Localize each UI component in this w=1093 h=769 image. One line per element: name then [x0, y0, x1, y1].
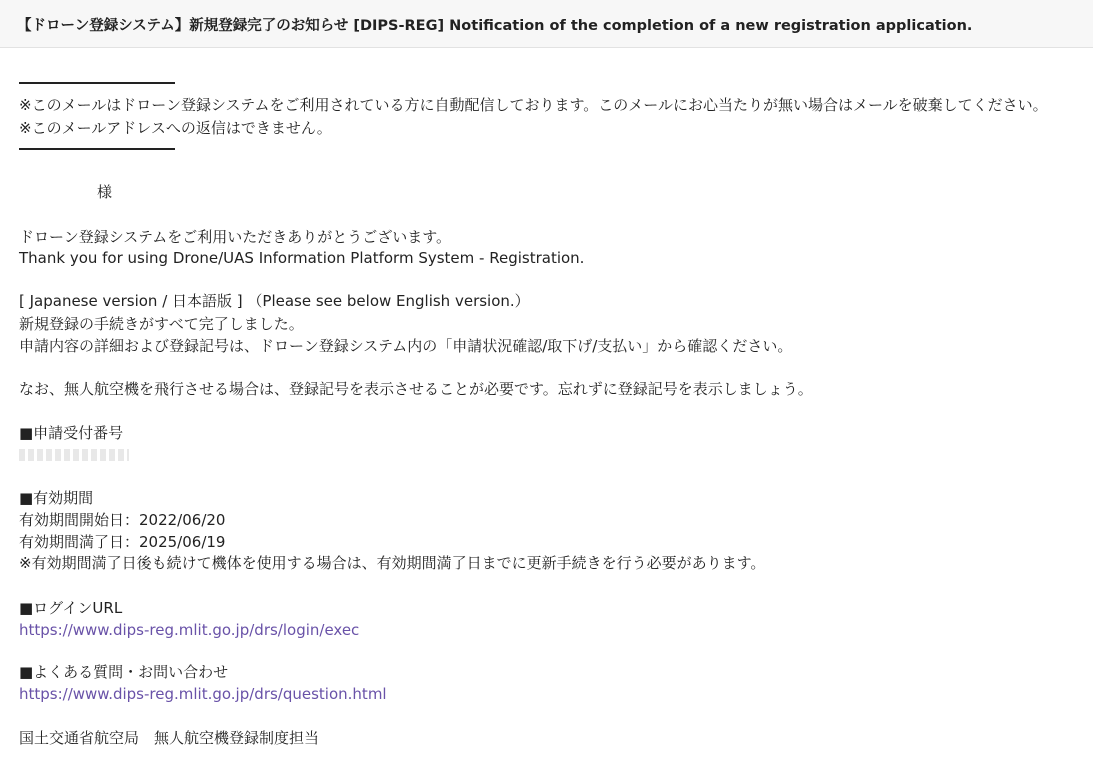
details-note: 申請内容の詳細および登録記号は、ドローン登録システム内の「申請状況確認/取下げ/支払い」から確認ください。	[19, 337, 793, 355]
divider-top	[19, 82, 175, 84]
login-url-row	[19, 620, 359, 640]
validity-heading: ■有効期間	[19, 489, 94, 507]
faq-heading: ■よくある質問・お問い合わせ	[19, 663, 229, 681]
faq-url-link[interactable]: https://www.dips-reg.mlit.go.jp/drs/question.html	[19, 685, 387, 703]
email-subject: 【ドローン登録システム】新規登録完了のお知らせ [DIPS-REG] Notification of the completion of a new registration application.	[17, 18, 973, 34]
validity-start: 有効期間開始日：2022/06/20	[19, 511, 226, 529]
faq-url-row	[19, 684, 387, 704]
thanks-english: Thank you for using Drone/UAS Information Platform System - Registration.	[19, 249, 585, 267]
completion-message: 新規登録の手続きがすべて完了しました。	[19, 315, 304, 333]
login-url-heading: ■ログインURL	[19, 599, 123, 617]
display-registration-note: なお、無人航空機を飛行させる場合は、登録記号を表示させることが必要です。忘れずに登録記号を表示しましょう。	[19, 380, 813, 398]
version-note: [ Japanese version / 日本語版 ] （Please see below English version.）	[19, 292, 530, 310]
signature: 国土交通省航空局 無人航空機登録制度担当	[19, 729, 320, 747]
salutation: 様	[97, 183, 113, 201]
email-body	[0, 48, 1093, 769]
validity-end: 有効期間満了日：2025/06/19	[19, 533, 226, 551]
divider-bottom	[19, 148, 175, 150]
redacted-application-number	[19, 449, 129, 461]
renewal-note: ※有効期間満了日後も続けて機体を使用する場合は、有効期間満了日までに更新手続きを行う必要があります。	[19, 554, 766, 572]
no-reply-notice: ※このメールアドレスへの返信はできません。	[19, 119, 332, 137]
thanks-japanese: ドローン登録システムをご利用いただきありがとうございます。	[19, 228, 452, 246]
login-url-link[interactable]: https://www.dips-reg.mlit.go.jp/drs/login/exec	[19, 621, 360, 639]
application-number-heading: ■申請受付番号	[19, 424, 124, 442]
email-header	[0, 0, 1093, 48]
auto-delivery-notice: ※このメールはドローン登録システムをご利用されている方に自動配信しております。このメールにお心当たりが無い場合はメールを破棄してください。	[19, 96, 1048, 114]
